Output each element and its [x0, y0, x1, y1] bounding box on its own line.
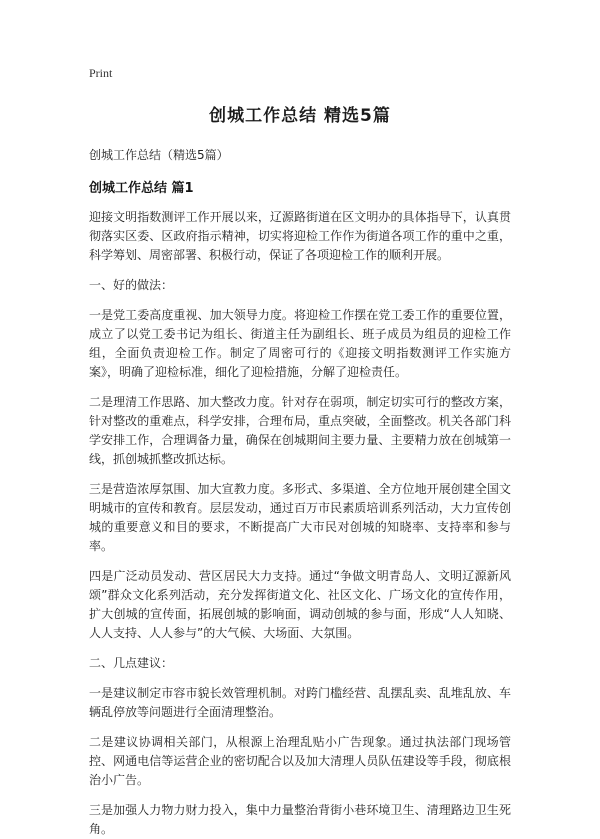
heading-suggestions: 二、几点建议： [89, 656, 174, 670]
paragraph-practice-1: 一是党工委高度重视、加大领导力度。将迎检工作摆在党工委工作的重要位置，成立了以党工委书记为组长、街道主任为副组长、班子成员为组员的迎检工作组，全面负责迎检工作。制定了周密可行的《迎接文明指数测评工作实施方案》，明确了迎检标准，细化了迎检措施，分解了迎检责任。 [89, 308, 511, 379]
paragraph-suggestion-3: 三是加强人力物力财力投入，集中力量整治背街小巷环境卫生、清理路边卫生死角。 [89, 803, 511, 836]
print-label: Print [89, 66, 113, 80]
paragraph-practice-2: 二是理清工作思路、加大整改力度。针对存在弱项，制定切实可行的整改方案，针对整改的重难点，科学安排，合理布局，重点突破，全面整改。机关各部门科学安排工作，合理调备力量，确保在创城期间主要力量、主要精力放在创城第一线，抓创城抓整改抓达标。 [89, 395, 511, 466]
paragraph-suggestion-1: 一是建议制定市容市貌长效管理机制。对跨门槛经营、乱摆乱卖、乱堆乱放、车辆乱停放等问题进行全面清理整治。 [89, 686, 511, 719]
paragraph-practice-4: 四是广泛动员发动、营区居民大力支持。通过“争做文明青岛人、文明辽源新风颂”群众文化系列活动，充分发挥街道文化、社区文化、广场文化的宣传作用，扩大创城的宣传面，拓展创城的影响面，调动创城的参与面，形成“人人知晓、人人支持、人人参与”的大气候、大场面、大氛围。 [89, 569, 511, 640]
paragraph-suggestion-2: 二是建议协调相关部门，从根源上治理乱贴小广告现象。通过执法部门现场管控、网通电信等运营企业的密切配合以及加大清理人员队伍建设等手段，彻底根治小广告。 [89, 735, 511, 787]
section-title: 创城工作总结 篇1 [89, 181, 194, 196]
paragraph-practice-3: 三是营造浓厚氛围、加大宣教力度。多形式、多渠道、全方位地开展创建全国文明城市的宣传和教育。层层发动，通过百万市民素质培训系列活动，大力宣传创城的重要意义和目的要求，不断提高广大市民对创城的知晓率、支持率和参与率。 [89, 482, 511, 553]
document-subtitle: 创城工作总结（精选5篇） [89, 148, 229, 162]
paragraph-intro: 迎接文明指数测评工作开展以来，辽源路街道在区文明办的具体指导下，认真贯彻落实区委、区政府指示精神，切实将迎检工作作为街道各项工作的重中之重，科学筹划、周密部署、积极行动，保证了各项迎检工作的顺利开展。 [89, 210, 511, 262]
heading-good-practices: 一、好的做法： [89, 278, 174, 292]
document-title: 创城工作总结 精选5篇 [209, 106, 391, 126]
